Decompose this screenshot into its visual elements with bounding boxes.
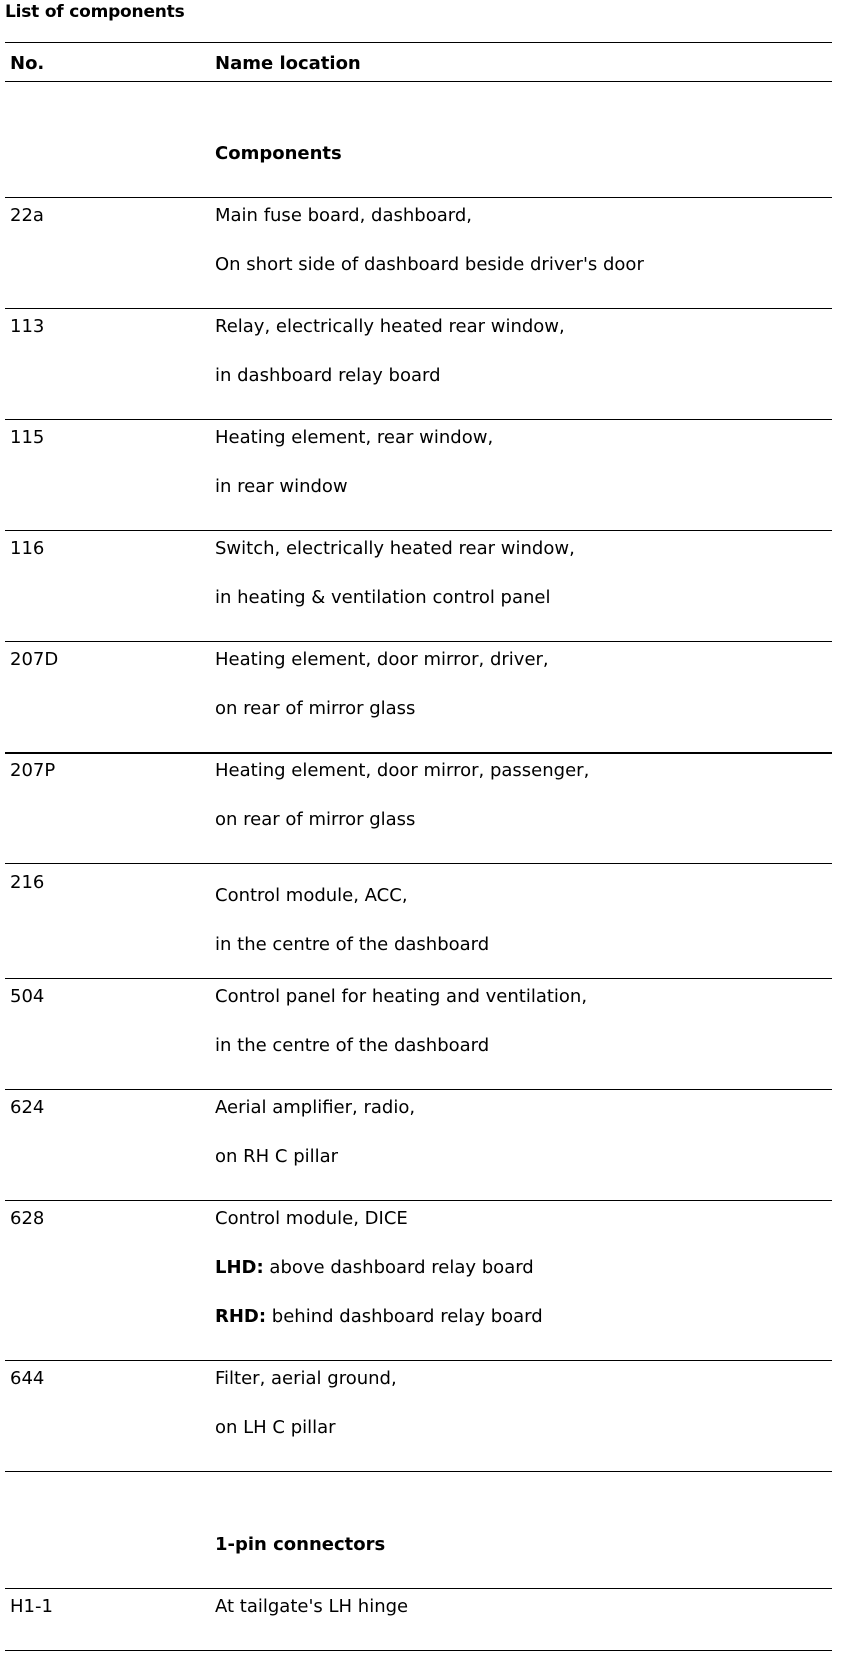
row-number: H1-1 <box>10 1596 53 1617</box>
row-location: On short side of dashboard beside driver's door <box>215 254 644 275</box>
rule <box>5 308 832 309</box>
rule <box>5 1200 832 1201</box>
row-name: Heating element, door mirror, passenger, <box>215 760 590 781</box>
row-number: 115 <box>10 427 45 448</box>
rule <box>5 1471 832 1472</box>
row-name: Control module, DICE <box>215 1208 408 1229</box>
row-number: 628 <box>10 1208 45 1229</box>
lhd-text: above dashboard relay board <box>263 1257 534 1278</box>
section-heading-connectors: 1-pin connectors <box>215 1534 386 1555</box>
rule <box>5 641 832 642</box>
rule <box>5 42 832 43</box>
column-header-name-location: Name location <box>215 53 361 74</box>
row-name: Control panel for heating and ventilation, <box>215 986 588 1007</box>
row-location: on rear of mirror glass <box>215 809 416 830</box>
rhd-label: RHD: <box>215 1306 267 1327</box>
row-location: in heating & ventilation control panel <box>215 587 551 608</box>
row-location-lhd <box>215 1258 534 1278</box>
row-name: Aerial amplifier, radio, <box>215 1097 416 1118</box>
row-number: 22a <box>10 205 44 226</box>
row-number: 207D <box>10 649 59 670</box>
rule <box>5 81 832 82</box>
rule <box>5 978 832 979</box>
row-location: in rear window <box>215 476 348 497</box>
row-number: 216 <box>10 872 45 893</box>
rule <box>5 1650 832 1651</box>
column-header-no: No. <box>10 53 45 74</box>
rule <box>5 1089 832 1090</box>
section-heading-components: Components <box>215 143 342 164</box>
row-name: Control module, ACC, <box>215 885 408 906</box>
row-name: Heating element, door mirror, driver, <box>215 649 549 670</box>
rule <box>5 752 832 754</box>
rule <box>5 863 832 864</box>
row-number: 504 <box>10 986 45 1007</box>
row-number: 644 <box>10 1368 45 1389</box>
row-name: Main fuse board, dashboard, <box>215 205 472 226</box>
rule <box>5 197 832 198</box>
row-location: on LH C pillar <box>215 1417 336 1438</box>
row-name: Relay, electrically heated rear window, <box>215 316 565 337</box>
row-number: 207P <box>10 760 56 781</box>
row-name: Filter, aerial ground, <box>215 1368 397 1389</box>
document-title: List of components <box>5 2 185 22</box>
row-name: Heating element, rear window, <box>215 427 494 448</box>
rule <box>5 530 832 531</box>
row-number: 113 <box>10 316 45 337</box>
row-location-rhd <box>215 1307 543 1327</box>
row-location: in the centre of the dashboard <box>215 1035 490 1056</box>
row-number: 624 <box>10 1097 45 1118</box>
rule <box>5 419 832 420</box>
rule <box>5 1588 832 1589</box>
row-location: in the centre of the dashboard <box>215 934 490 955</box>
lhd-label: LHD: <box>215 1257 264 1278</box>
row-number: 116 <box>10 538 45 559</box>
row-name: Switch, electrically heated rear window, <box>215 538 575 559</box>
rhd-text: behind dashboard relay board <box>266 1306 543 1327</box>
row-location: in dashboard relay board <box>215 365 441 386</box>
rule <box>5 1360 832 1361</box>
row-location: on RH C pillar <box>215 1146 339 1167</box>
row-name: At tailgate's LH hinge <box>215 1596 409 1617</box>
row-location: on rear of mirror glass <box>215 698 416 719</box>
